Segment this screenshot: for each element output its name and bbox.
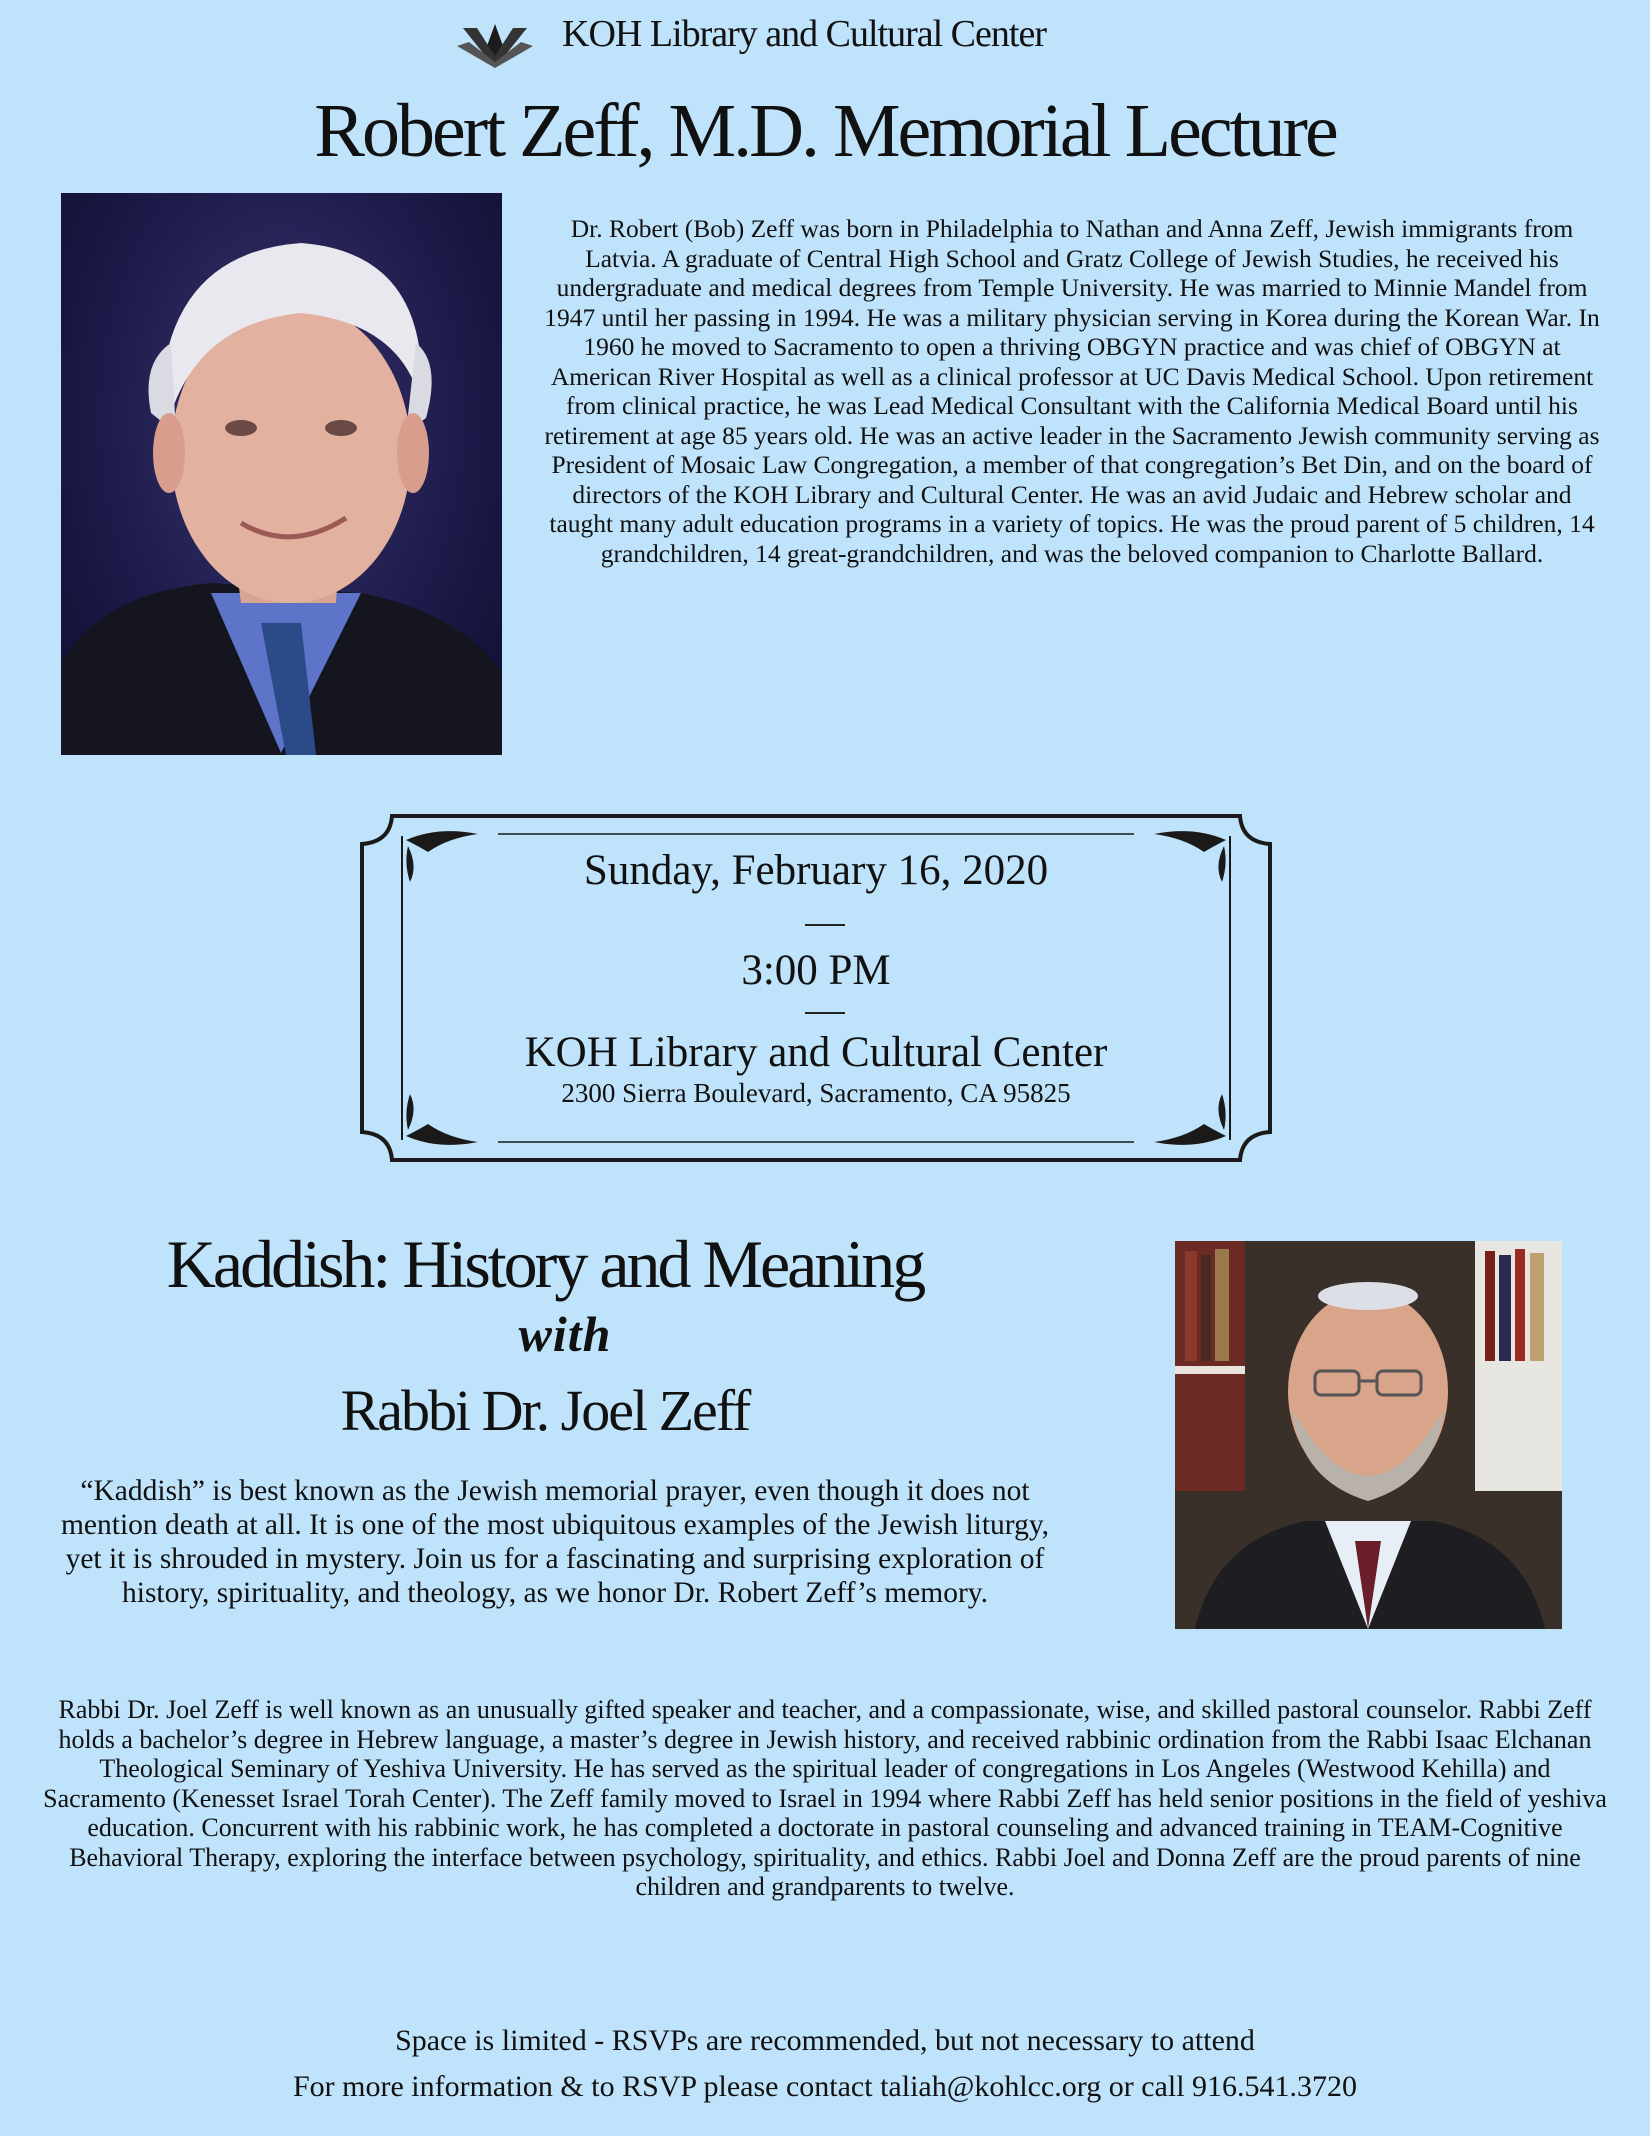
lecture-title: Kaddish: History and Meaning xyxy=(166,1226,924,1302)
robert-zeff-bio: Dr. Robert (Bob) Zeff was born in Philadelphia to Nathan and Anna Zeff, Jewish immigrants from Latvia. A graduate of Central High School and Gratz College of Jewish Studies, he received his undergraduate and medical degrees from Temple University. He was married to Minnie Mandel from 1947 until her passing in 1994. He was a military physician serving in Korea during the Korean War. In 1960 he moved to Sacramento to open a thriving OBGYN practice and was chief of OBGYN at American River Hospital as well as a clinical professor at UC Davis Medical School. Upon retirement from clinical practice, he was Lead Medical Consultant with the California Medical Board until his retirement at age 85 years old. He was an active leader in the Sacramento Jewish community serving as President of Mosaic Law Congregation, a member of that congregation’s Bet Din, and on the board of directors of the KOH Library and Cultural Center. He was an avid Judaic and Hebrew scholar and taught many adult education programs in a variety of topics. He was the proud parent of 5 children, 14 grandchildren, 14 great-grandchildren, and was the beloved companion to Charlotte Ballard. xyxy=(544,214,1600,568)
divider xyxy=(805,1012,845,1014)
rsvp-note: Space is limited - RSVPs are recommended, but not necessary to attend xyxy=(395,2024,1255,2057)
koh-logo-icon xyxy=(455,16,535,76)
robert-zeff-photo xyxy=(61,193,502,755)
joel-zeff-photo xyxy=(1175,1241,1562,1629)
divider xyxy=(805,924,845,926)
event-date: Sunday, February 16, 2020 xyxy=(583,847,1049,894)
event-venue: KOH Library and Cultural Center xyxy=(524,1029,1108,1076)
lecture-speaker: Rabbi Dr. Joel Zeff xyxy=(340,1378,750,1443)
page-title: Robert Zeff, M.D. Memorial Lecture xyxy=(314,89,1336,173)
lecture-description: “Kaddish” is best known as the Jewish memorial prayer, even though it does not mention death at all. It is one of the most ubiquitous examples of the Jewish liturgy, yet it is shrouded in mystery. Join us for a fascinating and surprising exploration of history, spirituality, and theology, as we honor Dr. Robert Zeff’s memory. xyxy=(60,1475,1050,1609)
joel-zeff-bio: Rabbi Dr. Joel Zeff is well known as an unusually gifted speaker and teacher, and a compassionate, wise, and skilled pastoral counselor. Rabbi Zeff holds a bachelor’s degree in Hebrew language, a master’s degree in Jewish history, and received rabbinic ordination from the Rabbi Isaac Elchanan Theological Seminary of Yeshiva University. He has served as the spiritual leader of congregations in Los Angeles (Westwood Kehilla) and Sacramento (Kenesset Israel Torah Center). The Zeff family moved to Israel in 1994 where Rabbi Zeff has held senior positions in the field of yeshiva education. Concurrent with his rabbinic work, he has completed a doctorate in pastoral counseling and advanced training in TEAM-Cognitive Behavioral Therapy, exploring the interface between psychology, spirituality, and ethics. Rabbi Joel and Donna Zeff are the proud parents of nine children and grandparents to twelve. xyxy=(43,1695,1607,1901)
lecture-with: with xyxy=(518,1306,612,1362)
event-details-frame xyxy=(358,812,1274,1164)
contact-info: For more information & to RSVP please contact taliah@kohlcc.org or call 916.541.3720 xyxy=(292,2070,1358,2103)
org-name: KOH Library and Cultural Center xyxy=(562,13,1046,55)
event-address: 2300 Sierra Boulevard, Sacramento, CA 95825 xyxy=(561,1078,1071,1108)
event-time: 3:00 PM xyxy=(741,947,891,994)
